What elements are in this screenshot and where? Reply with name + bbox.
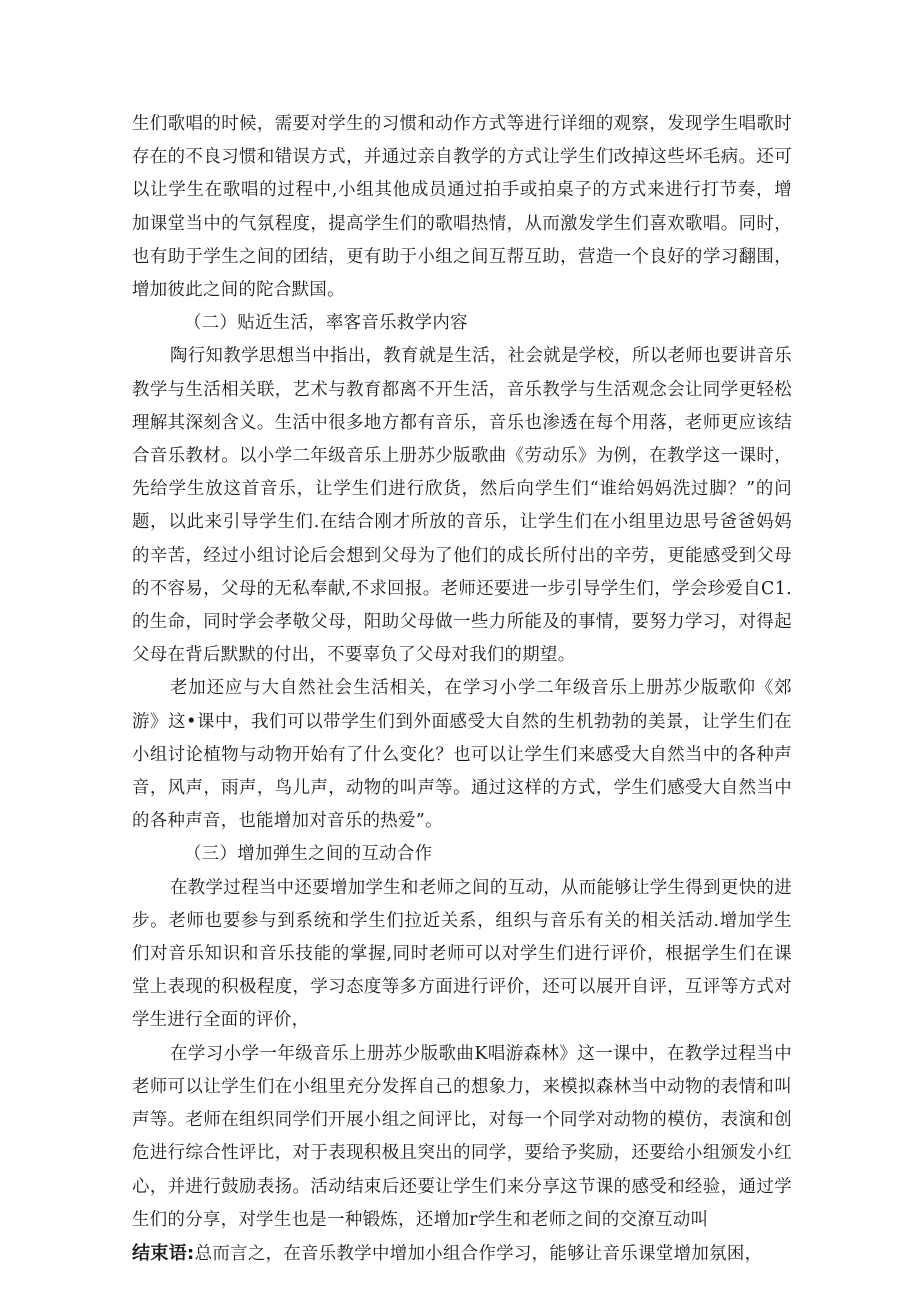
paragraph-3: 老加还应与大自然社会生活相关，在学习小学二年级音乐上册苏少版歌仰《郊游》这•课中，我们可以带学生们到外面感受大自然的生机勃勃的美景，让学生们在小组讨论植物与动物开始有了什么变化？也可以让学生们来感受大自然当中的各种声音，风声，雨声，鸟儿声，动物的叫声等。通过这样的方式，学生们感受大自然当中的各种声音，也能增加对音乐的热爱”。	[132, 678, 792, 832]
section-heading-2: （二）贴近生活，率客音乐救学内容	[184, 313, 468, 334]
paragraph-5: 在学习小学一年级音乐上册苏少版歌曲K唱游森林》这一课中，在教学过程当中老师可以让学生们在小组里充分发挥自己的想象力，来模拟森林当中动物的表情和叫声等。老师在组织同学们开展小组之间评比，对每一个同学对动物的模仿，表演和创危进行综合性评比，对于表现积极且突出的同学，要给予奖励，还要给小组颁发小红心，并进行鼓励表扬。活动结束后还要让学生们来分享这节课的感受和经验，通过学生们的分享，对学生也是一种锻炼，还增加r学生和老师之间的交潦互动叫	[132, 1043, 792, 1230]
conclusion-paragraph	[132, 1237, 792, 1271]
section-heading-3: （三）增加弹生之间的互动合作	[184, 844, 433, 865]
paragraph-1: 生们歌唱的时候，需要对学生的习惯和动作方式等进行详细的观察，发现学生唱歌时存在的不良习惯和错误方式，并通过亲自教学的方式让学生们改掉这些坏毛病。还可以让学生在歌唱的过程中,小组其他成员通过拍手或拍桌子的方式来进行打节奏，增加课堂当中的气氛程度，提高学生们的歌唱热情，从而激发学生们喜欢歌唱。同时，也有助于学生之间的团结，更有助于小组之间互帮互助，营造一个良好的学习翻围，增加彼此之间的陀合默国。	[132, 114, 792, 301]
document-page	[132, 108, 792, 1271]
paragraph-2: 陶行知教学思想当中指出，教育就是生活，社会就是学校，所以老师也要讲音乐教学与生活相关联，艺术与教育都离不开生活，音乐教学与生活观念会让同学更轻松理解其深刻含义。生活中很多地方都有音乐，音乐也渗透在每个用落，老师更应该结合音乐教材。以小学二年级音乐上册苏少版歌曲《劳动乐》为例，在教学这一课时，先给学生放这首音乐，让学生们进行欣货，然后向学生们“谁给妈妈洗过脚？”的问题，以此来引导学生们.在结合刚才所放的音乐，让学生们在小组里边思号爸爸妈妈的辛苦，经过小组讨论后会想到父母为了他们的成长所付出的辛劳，更能感受到父母的不容易，父母的无私奉献,不求回报。老师还要进一步引导学生们，学会珍爱自C1.的生命，同时学会孝敬父母，阳助父母做一些力所能及的事情，要努力学习，对得起父母在背后默默的付出，不要辜负了父母对我们的期望。	[132, 346, 792, 666]
conclusion-text: 总而言之，在音乐教学中增加小组合作学习，能够让音乐课堂增加氛困，	[194, 1243, 763, 1264]
paragraph-4: 在教学过程当中还要增加学生和老师之间的互动，从而能够让学生得到更快的进步。老师也要参与到系统和学生们拉近关系，组织与音乐有关的相关活动.增加学生们对音乐知识和音乐技能的掌握,同时老师可以对学生们进行评价，根据学生们在课堂上表现的积极程度，学习态度等多方面进行评价，还可以展开自评，互评等方式对学生进行全面的评价，	[132, 877, 792, 1031]
conclusion-label: 结束语:	[132, 1242, 195, 1264]
